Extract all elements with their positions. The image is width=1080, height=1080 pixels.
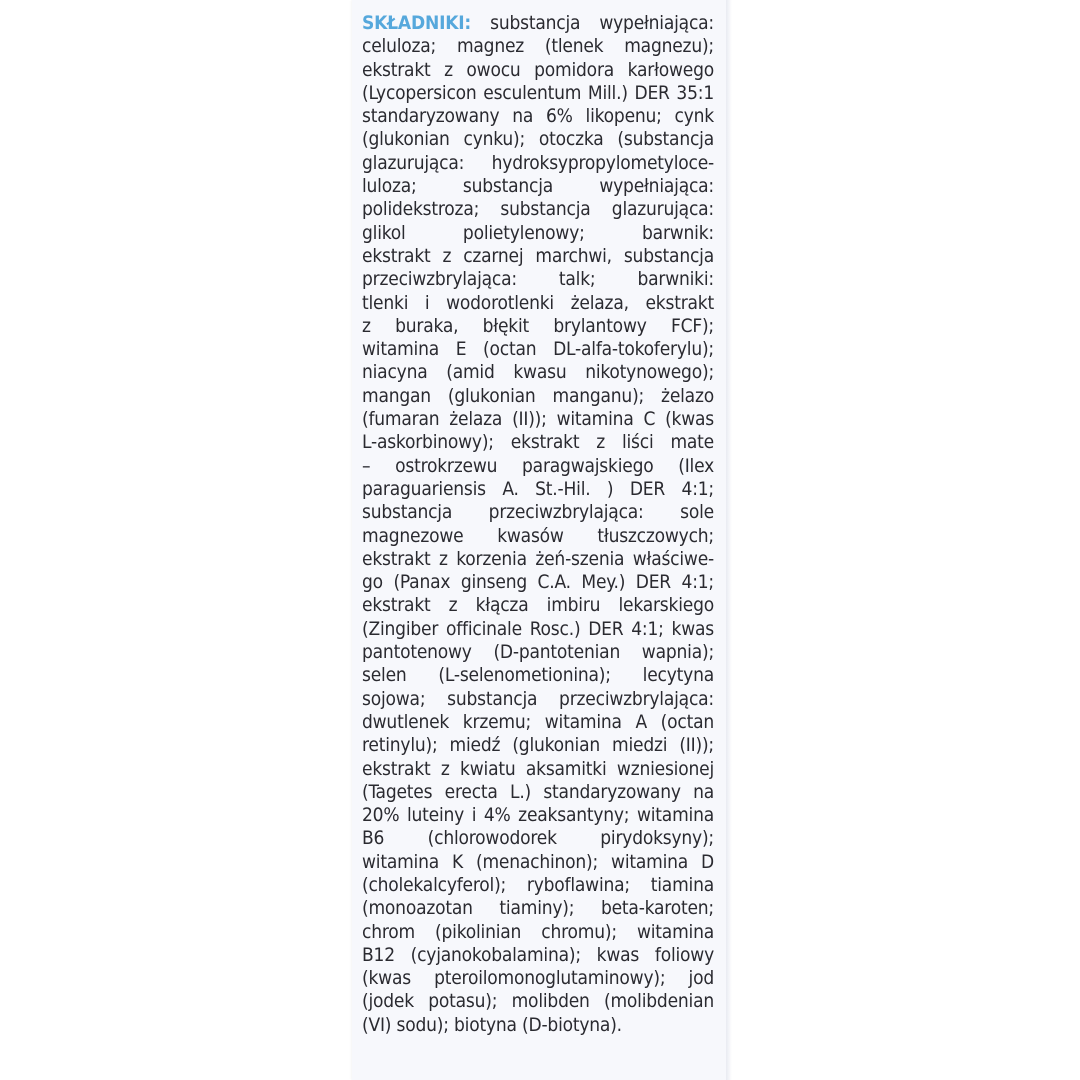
ingredients-line: pantotenowy (D-pantotenian wapnia); <box>362 641 714 664</box>
ingredients-line: magnezowe kwasów tłuszczowych; <box>362 524 714 547</box>
ingredients-line: go (Panax ginseng C.A. Mey.) DER 4:1; <box>362 571 714 594</box>
ingredients-text <box>362 12 714 1037</box>
ingredients-line-last: (VI) sodu); biotyna (D-biotyna). <box>362 1013 622 1036</box>
ingredients-line: (kwas pteroilomonoglutaminowy); jod <box>362 967 714 990</box>
ingredients-line: paraguariensis A. St.-Hil. ) DER 4:1; <box>362 477 714 500</box>
ingredients-line: mangan (glukonian manganu); żelazo <box>362 384 714 407</box>
ingredients-line: (monoazotan tiaminy); beta-karoten; <box>362 897 714 920</box>
ingredients-line: substancja przeciwzbrylająca: sole <box>362 501 714 524</box>
ingredients-line: tlenki i wodorotlenki żelaza, ekstrakt <box>362 291 714 314</box>
ingredients-line: (Zingiber officinale Rosc.) DER 4:1; kwas <box>362 617 714 640</box>
ingredients-line: z buraka, błękit brylantowy FCF); <box>362 314 714 337</box>
ingredients-line: glazurująca: hydroksypropylometyloce- <box>362 151 714 174</box>
ingredients-line: polidekstroza; substancja glazurująca: <box>362 198 714 221</box>
ingredients-line: L-askorbinowy); ekstrakt z liści mate <box>362 431 714 454</box>
ingredients-line: ekstrakt z kłącza imbiru lekarskiego <box>362 594 714 617</box>
ingredients-line: ekstrakt z owocu pomidora karłowego <box>362 58 714 81</box>
ingredients-line: (Tagetes erecta L.) standaryzowany na <box>362 780 714 803</box>
ingredients-line: retinylu); miedź (glukonian miedzi (II)); <box>362 734 714 757</box>
ingredients-line-1 <box>362 12 714 35</box>
ingredients-line: 20% luteiny i 4% zeaksantyny; witamina <box>362 804 714 827</box>
ingredients-line: B12 (cyjanokobalamina); kwas foliowy <box>362 943 714 966</box>
ingredients-line: glikol polietylenowy; barwnik: <box>362 221 714 244</box>
ingredients-line: sojowa; substancja przeciwzbrylająca: <box>362 687 714 710</box>
ingredients-line: (jodek potasu); molibden (molibdenian <box>362 990 714 1013</box>
ingredients-line: witamina E (octan DL-alfa-tokoferylu); <box>362 338 714 361</box>
ingredients-line-text: substancja wypełniająca: <box>471 12 714 34</box>
ingredients-line: witamina K (menachinon); witamina D <box>362 850 714 873</box>
ingredients-line: chrom (pikolinian chromu); witamina <box>362 920 714 943</box>
ingredients-line: selen (L-selenometionina); lecytyna <box>362 664 714 687</box>
ingredients-line: standaryzowany na 6% likopenu; cynk <box>362 105 714 128</box>
ingredients-line: ekstrakt z kwiatu aksamitki wzniesionej <box>362 757 714 780</box>
ingredients-line: (glukonian cynku); otoczka (substancja <box>362 128 714 151</box>
ingredients-line: (Lycopersicon esculentum Mill.) DER 35:1 <box>362 81 714 104</box>
ingredients-line: – ostrokrzewu paragwajskiego (Ilex <box>362 454 714 477</box>
ingredients-line: luloza; substancja wypełniająca: <box>362 175 714 198</box>
ingredients-line: (fumaran żelaza (II)); witamina C (kwas <box>362 408 714 431</box>
ingredients-line: dwutlenek krzemu; witamina A (octan <box>362 710 714 733</box>
ingredients-line: niacyna (amid kwasu nikotynowego); <box>362 361 714 384</box>
ingredients-line: ekstrakt z czarnej marchwi, substancja <box>362 244 714 267</box>
ingredients-line: ekstrakt z korzenia żeń-szenia właściwe- <box>362 547 714 570</box>
ingredients-line: (cholekalcyferol); ryboflawina; tiamina <box>362 873 714 896</box>
ingredients-line: przeciwzbrylająca: talk; barwniki: <box>362 268 714 291</box>
ingredients-line: B6 (chlorowodorek pirydoksyny); <box>362 827 714 850</box>
ingredients-heading: SKŁADNIKI: <box>362 12 472 34</box>
ingredients-line: celuloza; magnez (tlenek magnezu); <box>362 35 714 58</box>
